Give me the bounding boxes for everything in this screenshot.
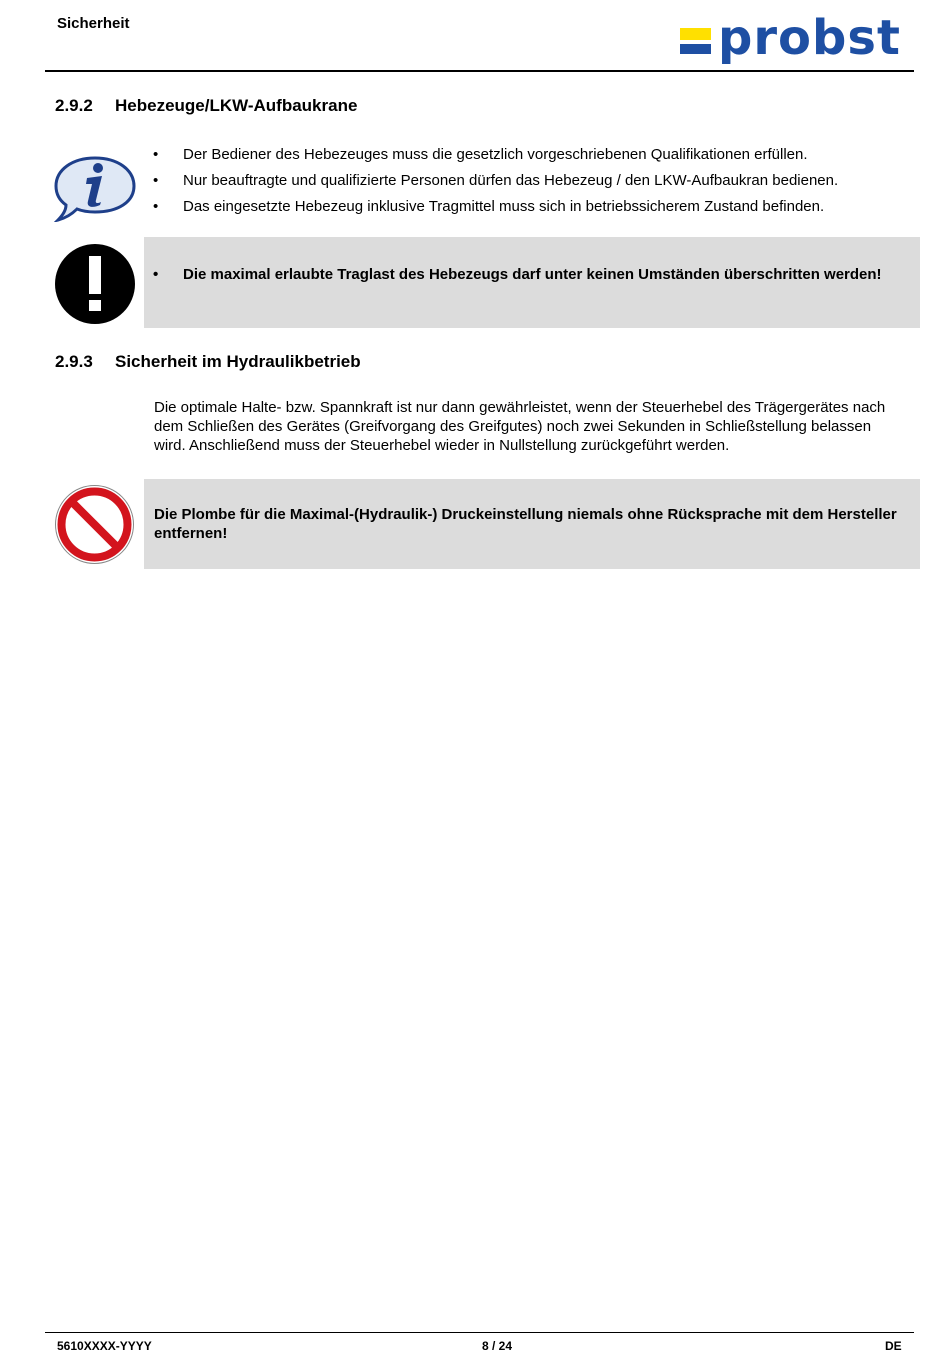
logo-blue-bar	[680, 44, 711, 54]
section-heading-293	[55, 352, 361, 372]
list-item: • Das eingesetzte Hebezeug inklusive Tragmittel muss sich in betriebssicherem Zustand befinden.	[153, 197, 913, 216]
footer-divider	[45, 1332, 914, 1333]
footer-language: DE	[885, 1339, 902, 1353]
probst-logo	[680, 10, 905, 68]
warning-bullet	[153, 265, 908, 284]
prohibition-text: Die Plombe für die Maximal-(Hydraulik-) Druckeinstellung niemals ohne Rücksprache mit dem Hersteller entfernen!	[154, 506, 897, 542]
bullet-glyph: •	[153, 266, 159, 283]
info-icon	[52, 154, 138, 222]
list-item: • Nur beauftragte und qualifizierte Personen dürfen das Hebezeug / den LKW-Aufbaukran bedienen.	[153, 171, 913, 190]
list-item: • Der Bediener des Hebezeuges muss die gesetzlich vorgeschriebenen Qualifikationen erfüllen.	[153, 145, 913, 164]
footer-doc-number: 5610XXXX-YYYY	[57, 1339, 152, 1353]
section-number: 2.9.2	[55, 96, 93, 115]
section-title: Sicherheit im Hydraulikbetrieb	[115, 352, 361, 371]
section-title: Hebezeuge/LKW-Aufbaukrane	[115, 96, 358, 115]
prohibition-icon	[54, 484, 135, 565]
header-section-title: Sicherheit	[57, 15, 130, 32]
prohibition-box	[144, 479, 920, 569]
section-number: 2.9.3	[55, 352, 93, 371]
warning-box	[144, 237, 920, 328]
info-bullet-list	[153, 145, 913, 223]
section-heading-292	[55, 96, 357, 116]
header-divider	[45, 70, 914, 72]
logo-yellow-bar	[680, 28, 711, 40]
logo-text: probst	[718, 10, 901, 66]
warning-text: Die maximal erlaubte Traglast des Hebezeugs darf unter keinen Umständen überschritten werden!	[183, 266, 882, 283]
hydraulic-paragraph: Die optimale Halte- bzw. Spannkraft ist nur dann gewährleistet, wenn der Steuerhebel des Trägergerätes nach dem Schließen des Gerätes (Greifvorgang des Greifgutes) noch zwei Sekunden in Schließstellung belassen wird. Anschließend muss der Steuerhebel wieder in Nullstellung zurückgeführt werden.	[154, 399, 886, 454]
exclamation-icon	[54, 243, 136, 325]
footer-page-number: 8 / 24	[482, 1339, 513, 1353]
